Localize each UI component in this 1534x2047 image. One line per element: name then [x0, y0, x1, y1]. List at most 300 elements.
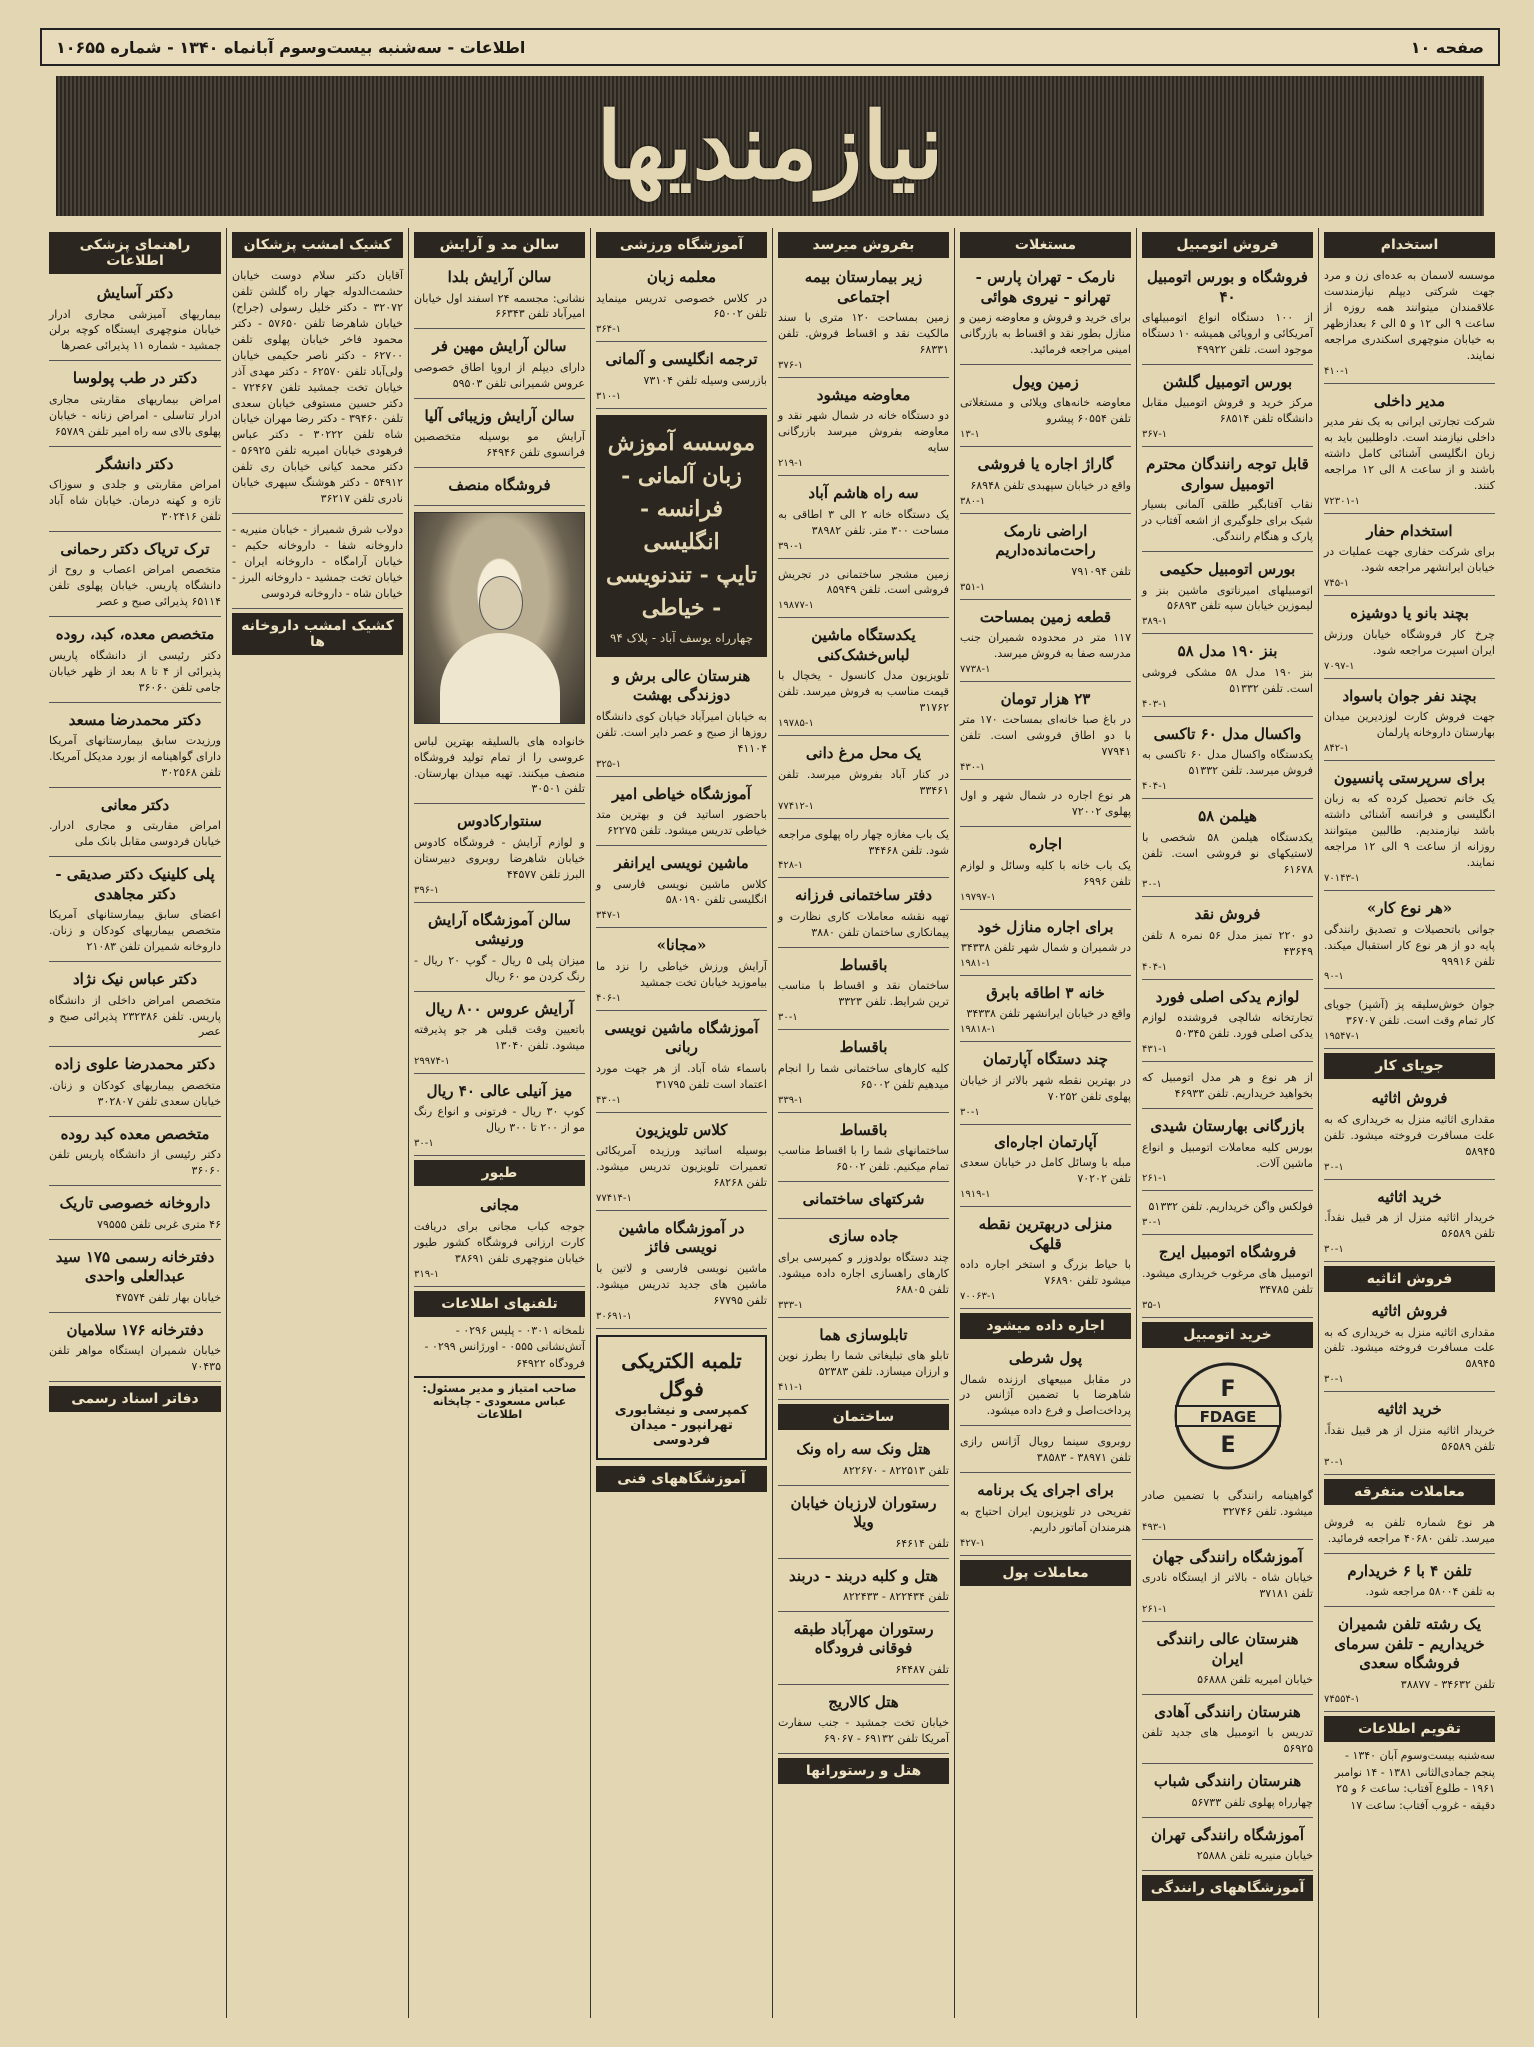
- classified-column: [1318, 228, 1500, 2018]
- classified-ad: [778, 480, 949, 558]
- ad-text: تلفن ۸۲۲۴۳۴ - ۸۲۲۴۳۳: [842, 1590, 949, 1603]
- classified-ad: [414, 1078, 585, 1156]
- classified-ad: [1142, 1113, 1313, 1191]
- ad-title: «مجانا»: [656, 936, 707, 955]
- ad-reference: ۳۶۷-۱: [1142, 429, 1168, 441]
- ad-title: باقساط: [839, 1038, 888, 1057]
- classified-ad: [49, 1317, 221, 1382]
- classified-ad: [49, 1190, 221, 1239]
- ad-title: زیر بیمارستان بیمه اجتماعی: [804, 268, 923, 306]
- ad-title: رستوران لارزبان خیابان ویلا: [790, 1493, 937, 1532]
- column-heading: کشیک امشب پزشکان: [232, 232, 403, 258]
- classified-ad: [1324, 264, 1495, 384]
- ad-reference: ۱۹۸۱۸-۱: [960, 1024, 996, 1036]
- ad-text: برای خرید و فروش و معاوضه زمین و منازل بطور نقد و اقساط به بازرگانی امینی مراجعه فرمائید.: [960, 311, 1131, 356]
- column-heading: استخدام: [1324, 232, 1495, 258]
- phone-list: نلمخانه ۰۳۰۱ - پلیس ۰۲۹۶ - آتش‌نشانی ۰۵۵۵ - اورژانس ۰۲۹۹ - فرودگاه ۶۴۹۲۲: [424, 1323, 585, 1370]
- ad-title: بازرگانی بهارستان شیدی: [1150, 1117, 1305, 1136]
- column-heading: آموزشگاههای رانندگی: [1142, 1875, 1313, 1901]
- column-heading: دفاتر اسناد رسمی: [49, 1386, 221, 1412]
- ad-title: کلاس تلویزیون: [635, 1120, 728, 1139]
- ad-title: سالن آرایش بلدا: [447, 268, 552, 286]
- classified-ad: [596, 1015, 767, 1113]
- ad-reference: ۱۹۸۷۷-۱: [778, 600, 814, 612]
- classified-ad: [232, 518, 403, 609]
- ad-title: خانه ۳ اطاقه بابرق: [986, 983, 1105, 1002]
- classified-ad: [778, 1436, 949, 1485]
- ad-title: فروش نقد: [1194, 905, 1261, 924]
- classified-column: [44, 228, 226, 2018]
- ad-reference: ۳۰-۱: [1142, 879, 1162, 891]
- ad-reference: ۳۱۹-۱: [414, 1268, 440, 1280]
- ad-reference: ۹۰-۱: [1324, 971, 1344, 983]
- ad-text: ورزیدت سابق بیمارستانهای آمریکا دارای گواهینامه از بورد مدیکل آمریکا. تلفن ۳۰۲۵۶۸: [49, 734, 221, 779]
- ad-title: آموزشگاه رانندگی جهان: [1152, 1547, 1303, 1566]
- ad-text: تلفن ۸۲۲۵۱۳ - ۸۲۲۶۷۰: [842, 1463, 949, 1477]
- ad-text: خیابان شمیران ایستگاه مواهر تلفن ۷۰۴۳۵: [49, 1344, 221, 1373]
- ad-reference: ۳۸۹-۱: [1142, 616, 1168, 628]
- ad-title: بنز ۱۹۰ مدل ۵۸: [1177, 642, 1278, 661]
- bride-dress: [440, 633, 560, 723]
- ad-text: در باغ صبا خانه‌ای بمساحت ۱۷۰ متر با دو اطاق فروشی است. تلفن ۷۷۹۴۱: [960, 713, 1131, 759]
- classified-ad: [778, 264, 949, 378]
- ad-reference: ۴۰۴-۱: [1142, 961, 1168, 973]
- ad-text: تفریحی در تلویزیون ایران احتیاج به هنرمندان آماتور داریم.: [960, 1504, 1131, 1534]
- ad-text: یکدستگاه هیلمن ۵۸ شخصی با لاستیکهای نو فروشی است. تلفن ۶۱۶۷۸: [1142, 830, 1314, 876]
- ad-title: بورس اتومبیل گلشن: [1162, 372, 1293, 391]
- column-heading: طیور: [414, 1160, 585, 1186]
- ad-reference: ۱۹۷۹۷-۱: [960, 891, 996, 903]
- classified-ad: [49, 536, 221, 617]
- ad-text: در شمیران و شمال شهر تلفن ۳۴۳۳۸: [960, 941, 1131, 954]
- classified-ad: [1324, 895, 1495, 989]
- ad-title: سنتوارکادوس: [457, 812, 542, 831]
- ad-title: ترجمه انگلیسی و آلمانی: [605, 350, 758, 369]
- ad-title: تابلوسازی هما: [819, 1325, 908, 1344]
- ad-text: به خیابان امیرآباد خیابان کوی دانشگاه روزها از صبح و عصر دایر است. تلفن ۴۱۱۰۴: [596, 709, 767, 755]
- box-line: موسسه آموزش زبان آلمانی - فرانسه - انگلیسی: [607, 429, 756, 555]
- classified-ad: [778, 382, 949, 476]
- ad-reference: ۴۰۶-۱: [596, 992, 622, 1004]
- ad-text: باتعیین وقت قبلی هر جو پذیرفته میشود. تلفن ۱۳۰۴۰: [414, 1023, 585, 1052]
- classified-ad: [778, 1322, 949, 1400]
- ad-title: یک محل مرغ دانی: [805, 744, 922, 763]
- classified-column: [226, 228, 408, 2018]
- ad-reference: ۳۰-۱: [1324, 1374, 1344, 1386]
- classified-ad: [596, 932, 767, 1010]
- ad-reference: ۷۴۵۵۴-۱: [1324, 1694, 1360, 1706]
- issue-line: اطلاعات - سه‌شنبه بیست‌وسوم آبانماه ۱۳۴۰ - شماره ۱۰۶۵۵: [56, 37, 526, 57]
- classified-ad: [778, 1616, 949, 1685]
- ad-text: یک خانم تحصیل کرده که به زبان انگلیسی و فرانسه آشنائی داشته باشد نیازمندیم. طالبین میتوانند روزانه از ساعت ۹ الی ۱۲ مراجعه نمایند.: [1324, 792, 1495, 870]
- ad-title: قابل توجه رانندگان محترم اتومبیل سواری: [1146, 455, 1309, 493]
- ad-reference: ۳۷۶-۱: [778, 359, 804, 371]
- classified-ad: [414, 403, 585, 468]
- ad-title: اجاره: [1028, 835, 1063, 854]
- ad-title: باقساط: [839, 1120, 888, 1139]
- ad-text: تلفن ۶۴۶۱۴: [895, 1536, 949, 1550]
- ad-title: دکتر در طب پولوسا: [72, 369, 198, 388]
- ad-text: خیابان امیریه تلفن ۵۶۸۸۸: [1197, 1673, 1313, 1686]
- ad-title: اراضی نارمک راحت‌مانده‌داریم: [995, 521, 1096, 560]
- classified-ad: [49, 451, 221, 532]
- ad-title: دفترخانه ۱۷۶ سلامیان: [66, 1320, 204, 1339]
- ad-title: زمین ویول: [1012, 372, 1079, 391]
- ad-text: مقداری اثاثیه منزل به خریداری که به علت مسافرت فروخته میشود. تلفن ۵۸۹۴۵: [1324, 1325, 1495, 1371]
- ad-text: از ۱۰۰ دستگاه انواع اتومبیلهای آمریکائی و اروپائی همیشه ۱۰ دستگاه موجود است. تلفن ۴۹۹۲۲: [1142, 311, 1314, 356]
- ad-reference: ۱۹۱۹-۱: [960, 1189, 991, 1201]
- ad-reference: ۳۰-۱: [1142, 1217, 1162, 1229]
- ad-reference: ۷۷۴۱۲-۱: [778, 800, 814, 812]
- ad-text: شرکت تجارتی ایرانی به یک نفر مدیر داخلی نیازمند است. داوطلبین باید به زبان انگلیسی آشنائی کامل داشته باشند و از ساعت ۸ الی ۱۲ مراجعه کنند.: [1324, 415, 1495, 492]
- classified-ad: [1142, 1768, 1313, 1817]
- calendar-text: سه‌شنبه بیست‌وسوم آبان ۱۳۴۰ - پنجم جمادی‌الثانی ۱۳۸۱ - ۱۴ نوامبر ۱۹۶۱ - طلوع آفتاب: ساعت ۶ و ۲۵ دقیقه - غروب آفتاب: ساعت ۱۷: [1334, 1749, 1495, 1812]
- ad-reference: ۲۶۱-۱: [1142, 1173, 1168, 1185]
- ad-reference: ۳۹۶-۱: [414, 884, 440, 896]
- ad-title: هتل و کلبه دربند - دربند: [788, 1566, 939, 1585]
- language-school-box: [596, 415, 767, 657]
- pump-ad-box: [596, 1335, 767, 1460]
- classified-ad: [49, 861, 221, 962]
- section-banner: [56, 76, 1484, 216]
- classified-ad: [1142, 901, 1313, 979]
- classified-ad: [596, 264, 767, 342]
- ad-reference: ۷۷۴۱۴-۱: [596, 1192, 632, 1204]
- ad-text: دولاب شرق شمیراز - خیابان منیریه - داروخانه شفا - داروخانه حکیم - خیابان آرامگاه - داروخانه ایران - خیابان تخت جمشید - داروخانه البرز - خیابان شاه - داروخانه فردوسی: [232, 523, 403, 600]
- ad-text: موسسه لاسمان به عده‌ای زن و مرد جهت شرکتی دیپلم نیازمندست علاقمندان میتوانند همه روزه از ساعت ۹ الی ۱۲ و ۵ الی ۶ بعدازظهر به خیابان منوچهری اسکندری مراجعه نمایند.: [1324, 269, 1495, 362]
- classified-ad: [1142, 803, 1313, 897]
- ad-title: معلمه زبان: [646, 268, 717, 286]
- ad-reference: ۸۴۲-۱: [1324, 742, 1350, 754]
- ad-text: جهت فروش کارت لوزدیرین میدان بهارستان داروخانه پارلمان: [1324, 710, 1495, 739]
- ad-reference: ۴۰۴-۱: [1142, 781, 1168, 793]
- classified-ad: [778, 823, 949, 879]
- ad-text: واقع در خیابان ایرانشهر تلفن ۳۴۳۳۸: [966, 1007, 1131, 1021]
- ad-title: تلفن ۴ با ۶ خریدارم: [1347, 1561, 1472, 1580]
- classified-column: [408, 228, 590, 2018]
- svg-text:F: F: [1219, 1376, 1236, 1402]
- ad-reference: ۴۳۰-۱: [596, 1094, 622, 1106]
- ad-reference: ۴۱۰-۱: [1324, 365, 1350, 377]
- classified-ad: [1324, 1298, 1495, 1392]
- column-heading: بفروش میرسد: [778, 232, 949, 258]
- classified-ad: [960, 1345, 1131, 1426]
- ad-title: برای اجاره منازل خود: [977, 917, 1114, 936]
- classified-ad: [960, 784, 1131, 827]
- page-number: صفحه ۱۰: [1410, 37, 1484, 57]
- page-header: [40, 28, 1500, 66]
- ad-title: یکدستگاه ماشین لباس‌خشک‌کنی: [811, 626, 916, 664]
- ad-title: باقساط: [839, 955, 888, 974]
- classified-ad: [1324, 1611, 1495, 1712]
- ad-text: یک باب خانه با کلیه وسائل و لوازم تلفن ۶۹۹۶: [960, 858, 1131, 888]
- photo-caption-ad: [414, 730, 585, 805]
- ad-reference: ۴۳۰-۱: [960, 762, 986, 774]
- ad-reference: ۳۵-۱: [1142, 1299, 1162, 1311]
- ad-text: هر نوع اجاره در شمال شهر و اول پهلوی ۷۲۰۰۲: [960, 789, 1131, 819]
- classified-ad: [1324, 1085, 1495, 1179]
- ad-text: چهارراه پهلوی تلفن ۵۶۷۳۳: [1191, 1795, 1313, 1809]
- ad-title: چند دستگاه آپارتمان: [982, 1050, 1109, 1069]
- classified-ad: [596, 346, 767, 408]
- classified-ad: [49, 280, 221, 361]
- bride-face: [479, 576, 523, 630]
- ad-title: مجانی: [480, 1196, 519, 1215]
- classified-ad: [596, 850, 767, 928]
- ad-text: دکتر رئیسی از دانشگاه پاریس پذیرائی از ۴ تا ۸ بعد از ظهر خیابان جامی تلفن ۳۶۰۶۰: [49, 648, 222, 694]
- banner-title: نیازمندیها: [596, 92, 944, 200]
- classified-ad: [960, 264, 1131, 365]
- ad-text: جوجه کباب مجانی برای دریافت کارت ارزانی فروشگاه کشور طیور خیابان منوچهری تلفن ۳۸۶۹۱: [414, 1219, 585, 1265]
- ad-title: فروشگاه و بورس اتومبیل ۴۰: [1147, 268, 1308, 306]
- logo-text: FDAGE: [1199, 1407, 1256, 1426]
- column-heading: خرید اتومبیل: [1142, 1322, 1313, 1348]
- classified-ad: [960, 1477, 1131, 1555]
- ad-title: لوازم یدکی اصلی فورد: [1155, 987, 1300, 1006]
- ad-reference: ۳۰-۱: [414, 1138, 434, 1150]
- ad-text: اتومبیلهای امیرناتوی ماشین بنز و لیموزین خیابان سپه تلفن ۵۶۸۹۳: [1142, 583, 1313, 613]
- ad-title: دکتر عباس نیک نژاد: [72, 970, 198, 989]
- ad-title: جاده سازی: [828, 1227, 899, 1246]
- ad-text: از هر نوع و هر مدل اتومبیل که بخواهید خریداریم. تلفن ۴۶۹۳۳: [1142, 1071, 1313, 1101]
- columns-area: [40, 228, 1500, 2018]
- column-heading: فروش اثاثیه: [1324, 1266, 1495, 1292]
- ad-title: بچند نفر جوان باسواد: [1342, 686, 1477, 705]
- classified-ad: [960, 980, 1131, 1042]
- column-heading: تقویم اطلاعات: [1324, 1716, 1495, 1742]
- ad-reference: ۴۱۱-۱: [778, 1382, 804, 1394]
- classified-ad: [1142, 984, 1313, 1062]
- column-heading: اجاره داده میشود: [960, 1313, 1131, 1339]
- ad-title: دکتر معانی: [100, 795, 170, 814]
- classified-ad: [960, 451, 1131, 513]
- ad-text: معاوضه خانه‌های ویلائی و مستغلاتی تلفن ۶۰۵۵۴ پیشرو: [960, 396, 1131, 426]
- ad-text: متخصص بیماریهای کودکان و زنان. خیابان سعدی تلفن ۳۰۲۸۰۷: [49, 1078, 221, 1108]
- ad-title: آرایش عروس ۸۰۰ ریال: [425, 999, 574, 1018]
- ad-reference: ۴۲۸-۱: [778, 860, 804, 872]
- ad-reference: ۳۰-۱: [960, 1106, 980, 1118]
- classified-ad: [778, 740, 949, 818]
- ad-title: آموزشگاه خیاطی امیر: [612, 784, 751, 803]
- ad-reference: ۳۸۰-۱: [960, 495, 986, 507]
- ad-text: در کلاس خصوصی تدریس مینماید تلفن ۶۵۰۰۲: [596, 291, 767, 321]
- classified-ad: [778, 1689, 949, 1754]
- ad-title: قطعه زمین بمساحت: [979, 607, 1112, 626]
- classified-ad: [1324, 1396, 1495, 1474]
- ad-text: امراض بیماریهای مقاربتی مجاری ادرار تناسلی - امراض زنانه - خیابان پهلوی بالای سه راه امیر تلفن ۶۵۷۸۹: [49, 392, 221, 438]
- ad-title: واکسال مدل ۶۰ تاکسی: [1153, 724, 1302, 743]
- ad-reference: ۳۹۰-۱: [778, 540, 804, 552]
- ad-title: نارمک - تهران پارس - تهرانو - نیروی هوائی: [975, 268, 1116, 306]
- ad-text: نشانی: مجسمه ۲۴ اسفند اول خیابان امیرآباد تلفن ۶۶۳۴۳: [414, 291, 585, 321]
- ad-reference: ۳۰۶۹۱-۱: [596, 1310, 632, 1322]
- ad-text: خیابان شاه - بالاتر از ایستگاه نادری تلفن ۳۷۱۸۱: [1142, 1571, 1313, 1601]
- ad-title: هتل کالاریج: [828, 1692, 899, 1711]
- classified-ad: [778, 1490, 949, 1559]
- ad-text: مبله با وسائل کامل در خیابان سعدی تلفن ۷۰۲۰۲: [960, 1156, 1131, 1186]
- ad-text: میزان پلی ۵ ریال - گوپ ۲۰ ریال - رنگ کردن مو ۶۰ ریال: [414, 953, 586, 983]
- column-heading: راهنمای پزشکی اطلاعات: [49, 232, 221, 274]
- classified-ad: [1142, 1626, 1313, 1695]
- ad-title: یک رشته تلفن شمیران خریداریم - تلفن سرمای فروشگاه سعدی: [1334, 1615, 1485, 1672]
- ad-text: خیابان بهار تلفن ۴۷۵۷۴: [115, 1290, 221, 1304]
- classified-ad: [414, 472, 585, 506]
- ad-title: سه راه هاشم آباد: [808, 484, 919, 503]
- photo-caption: خانواده های بالسلیقه بهترین لباس عروسی را از تمام تولید فروشگاه منصف میکنند. تهیه میدان بهارستان. تلفن ۳۰۵۰۱: [414, 734, 585, 796]
- ad-title: استخدام حفار: [1366, 521, 1453, 540]
- classified-ad: [49, 1121, 221, 1186]
- ad-reference: ۴۳۱-۱: [1142, 1044, 1168, 1056]
- classified-column: [590, 228, 772, 2018]
- ad-title: فروش اثاثیه: [1371, 1089, 1448, 1108]
- ad-title: بورس اتومبیل حکیمی: [1159, 560, 1296, 578]
- classified-ad: [960, 831, 1131, 909]
- ad-title: شرکتهای ساختمانی: [802, 1189, 925, 1208]
- ad-text: برای شرکت حفاری جهت عملیات در خیابان ایرانشهر مراجعه شود.: [1324, 545, 1495, 575]
- ad-text: تلفن ۷۹۱۰۹۴: [1071, 564, 1131, 578]
- classified-ad: [778, 882, 949, 947]
- ad-reference: ۳۳۹-۱: [778, 1094, 804, 1106]
- column-heading: آموزشگاه ورزشی: [596, 232, 767, 258]
- ad-text: تلفن ۳۴۶۳۲ - ۳۸۸۷۷: [1400, 1677, 1495, 1691]
- ad-reference: ۲۶۱-۱: [1142, 1604, 1168, 1615]
- classified-ad: [778, 1117, 949, 1182]
- bride-photo: [414, 512, 585, 724]
- classified-ad: [1142, 1239, 1313, 1317]
- classified-ad: [49, 365, 221, 446]
- column-heading: سالن مد و آرایش: [414, 232, 585, 258]
- classified-ad: [49, 792, 221, 857]
- ad-title: دکتر محمدرضا علوی زاده: [54, 1055, 216, 1074]
- ad-text: اعضای سابق بیمارستانهای آمریکا متخصص بیماریهای کودکان و زنان. داروخانه شمیران تلفن ۲۱۰۸۳: [49, 908, 221, 954]
- classified-ad: [1142, 451, 1313, 552]
- ad-text: نقاب آفتابگیر طلقی آلمانی بسیار شیک برای جلوگیری از اشعه آفتاب در پارک و هنگام رانندگی.: [1142, 498, 1313, 544]
- ad-text: یکدستگاه واکسال مدل ۶۰ تاکسی به فروش میرسد. تلفن ۵۱۳۳۲: [1142, 748, 1314, 778]
- ad-text: دکتر رئیسی از دانشگاه پاریس تلفن ۳۶۰۶۰: [49, 1148, 221, 1178]
- ad-reference: ۳۵۱-۱: [960, 581, 986, 593]
- classified-ad: [1142, 721, 1313, 799]
- classified-ad: [778, 1563, 949, 1612]
- ad-title: متخصص معده کبد روده: [60, 1124, 210, 1143]
- ad-text: دو دستگاه خانه در شمال شهر نقد و معاوضه بفروش میرسد بازرگانی سایه: [778, 409, 949, 455]
- column-heading: تلفنهای اطلاعات: [414, 1291, 585, 1317]
- ad-text: تلفن ۶۴۴۸۷: [895, 1662, 949, 1676]
- column-heading: کشیک امشب داروخانه ها: [232, 613, 403, 655]
- classified-ad: [778, 563, 949, 619]
- classified-ad: [414, 333, 585, 398]
- classified-column: [954, 228, 1136, 2018]
- ad-text: در مقابل مبیعهای ارزنده شمال شاهرضا با تضمین آژانس در پرداخت‌اصل و فرع داده میشود.: [960, 1372, 1131, 1418]
- ad-title: دفترخانه رسمی ۱۷۵ سید عبدالعلی واحدی: [55, 1247, 215, 1286]
- classified-ad: [596, 1215, 767, 1329]
- ad-title: گاراژ اجاره یا فروشی: [977, 455, 1114, 474]
- ad-title: ترک تریاک دکتر رحمانی: [60, 539, 210, 558]
- ad-text: خریدار اثاثیه منزل از هر قبیل نقداً. تلفن ۵۶۵۸۹: [1324, 1211, 1495, 1241]
- box-line: تلمبه الکتریکی فوگل: [621, 1348, 742, 1401]
- classified-ad: [960, 1430, 1131, 1473]
- ad-reference: ۱۹۷۸۵-۱: [778, 718, 814, 730]
- classified-ad: [960, 1129, 1131, 1207]
- ad-reference: ۳۴۷-۱: [596, 910, 622, 922]
- classified-ad: [49, 1244, 221, 1313]
- ad-text: واقع در خیابان سپهبدی تلفن ۶۸۹۴۸: [970, 478, 1131, 492]
- ad-text: ماشین نویسی فارسی و لاتین با ماشین های جدید تدریس میشود. تلفن ۶۷۷۹۵: [596, 1261, 767, 1307]
- ad-title: هنرستان رانندگی شباب: [1153, 1772, 1302, 1791]
- ad-reference: ۷۰۰۶۳-۱: [960, 1291, 996, 1302]
- ad-text: کلیه کارهای ساختمانی شما را انجام میدهیم تلفن ۶۵۰۰۲: [778, 1061, 949, 1091]
- box-line: تهرانپور - میدان فردوسی: [630, 1417, 733, 1448]
- ad-title: هیلمن ۵۸: [1198, 807, 1257, 826]
- column-heading: معاملات متفرقه: [1324, 1479, 1495, 1505]
- ad-text: تلویزیون مدل کانسول - یخچال با قیمت مناسب به فروش میرسد. تلفن ۳۱۷۶۲: [778, 669, 949, 715]
- ad-text: بوسیله اساتید ورزیده آمریکائی تعمیرات تلویزیون تدریس میشود. تلفن ۶۸۲۶۸: [596, 1144, 767, 1189]
- ad-title: سالن آرایش مهین فر: [432, 337, 567, 356]
- classified-ad: [49, 966, 221, 1047]
- ad-reference: ۲۱۹-۱: [778, 458, 804, 470]
- classified-ad: [960, 686, 1131, 780]
- classified-ad: [1324, 518, 1495, 596]
- classified-ad: [49, 707, 221, 788]
- ad-title: دکتر آسایش: [96, 284, 174, 302]
- ad-title: آپارتمان اجاره‌ای: [994, 1132, 1097, 1151]
- classified-ad: [414, 808, 585, 902]
- classified-ad: [778, 1186, 949, 1220]
- ad-reference: ۱۳-۱: [960, 429, 980, 441]
- ad-text: فولکس واگن خریداریم. تلفن ۵۱۳۳۲: [1148, 1200, 1313, 1214]
- classified-ad: [1142, 1066, 1313, 1109]
- ad-title: هنرستان عالی رانندگی ایران: [1156, 1630, 1299, 1668]
- classified-ad: [960, 518, 1131, 600]
- ad-reference: ۷۰۹۷-۱: [1324, 660, 1355, 672]
- fdage-logo: [1168, 1356, 1288, 1476]
- ad-text: در بهترین نقطه شهر بالاتر از خیابان پهلوی تلفن ۷۰۲۵۲: [960, 1073, 1131, 1103]
- classified-ad: [960, 604, 1131, 682]
- ad-text: اتومبیل های مرغوب خریداری میشود. تلفن ۳۴۷۸۵: [1142, 1266, 1313, 1296]
- ad-title: آموزشگاه ماشین نویسی ربانی: [604, 1018, 759, 1057]
- ad-text: با حیاط بزرگ و استخر اجاره داده میشود تلفن ۷۶۸۹۰: [960, 1258, 1131, 1288]
- ad-title: داروخانه خصوصی تاریک: [59, 1194, 211, 1213]
- ad-text: کلاس ماشین نویسی فارسی و انگلیسی تلفن ۵۸۰۱۹۰: [596, 877, 767, 907]
- classified-ad: [960, 914, 1131, 976]
- ad-title: برای سرپرستی پانسیون: [1333, 768, 1486, 787]
- ad-title: متخصص معده، کبد، روده: [55, 625, 215, 644]
- ad-text: متخصص امراض داخلی از دانشگاه پاریس. تلفن ۲۳۲۳۸۶ پذیرائی صبح و عصر: [49, 993, 221, 1039]
- ad-title: دفتر ساختمانی فرزانه: [794, 886, 933, 905]
- ad-text: و لوازم آرایش - فروشگاه کادوس خیابان شاهرضا روبروی دبیرستان البرز تلفن ۴۴۵۷۷: [414, 835, 585, 881]
- ad-reference: ۳۶۴-۱: [596, 324, 622, 336]
- ad-title: فروش اثاثیه: [1371, 1302, 1448, 1320]
- ad-text: زمین بمساحت ۱۲۰ متری با سند مالکیت نقد و اقساط فروش. تلفن ۶۸۳۳۱: [778, 311, 950, 356]
- ad-title: خرید اثاثیه: [1377, 1400, 1442, 1419]
- ad-title: سالن آموزشگاه آرایش ورنیشی: [428, 910, 571, 949]
- ad-text: آرایش مو بوسیله متخصصین فرانسوی تلفن ۶۴۹۴۶: [414, 430, 585, 460]
- classified-column: [1136, 228, 1318, 2018]
- classified-ad: [414, 907, 585, 992]
- ad-title: دکتر محمدرضا مسعد: [68, 710, 202, 729]
- ad-text: متخصص امراض اعصاب و روح از دانشگاه پاریس. خیابان پهلوی تلفن ۶۵۱۱۴ پذیرائی صبح و عصر: [49, 563, 221, 609]
- ad-reference: ۷۲۳۰۱-۱: [1324, 495, 1360, 507]
- ad-title: دکتر دانشگر: [96, 454, 174, 473]
- ad-text: کوپ ۳۰ ریال - فرتونی و انواع رنگ مو از ۲۰۰ تا ۳۰۰ ریال: [414, 1105, 585, 1135]
- classified-ad: [1324, 1184, 1495, 1262]
- ad-reference: ۱۹۵۴۷-۱: [1324, 1031, 1360, 1043]
- ad-title: هتل ونک سه راه ونک: [796, 1440, 931, 1459]
- classified-ad: [1324, 993, 1495, 1049]
- svg-text:E: E: [1219, 1432, 1236, 1458]
- ad-title: هنرستان عالی برش و دوزندگی بهشت: [612, 666, 751, 705]
- classified-ad: [1324, 1511, 1495, 1554]
- ad-text: بورس کلیه معاملات اتومبیل و انواع ماشین آلات.: [1142, 1140, 1313, 1170]
